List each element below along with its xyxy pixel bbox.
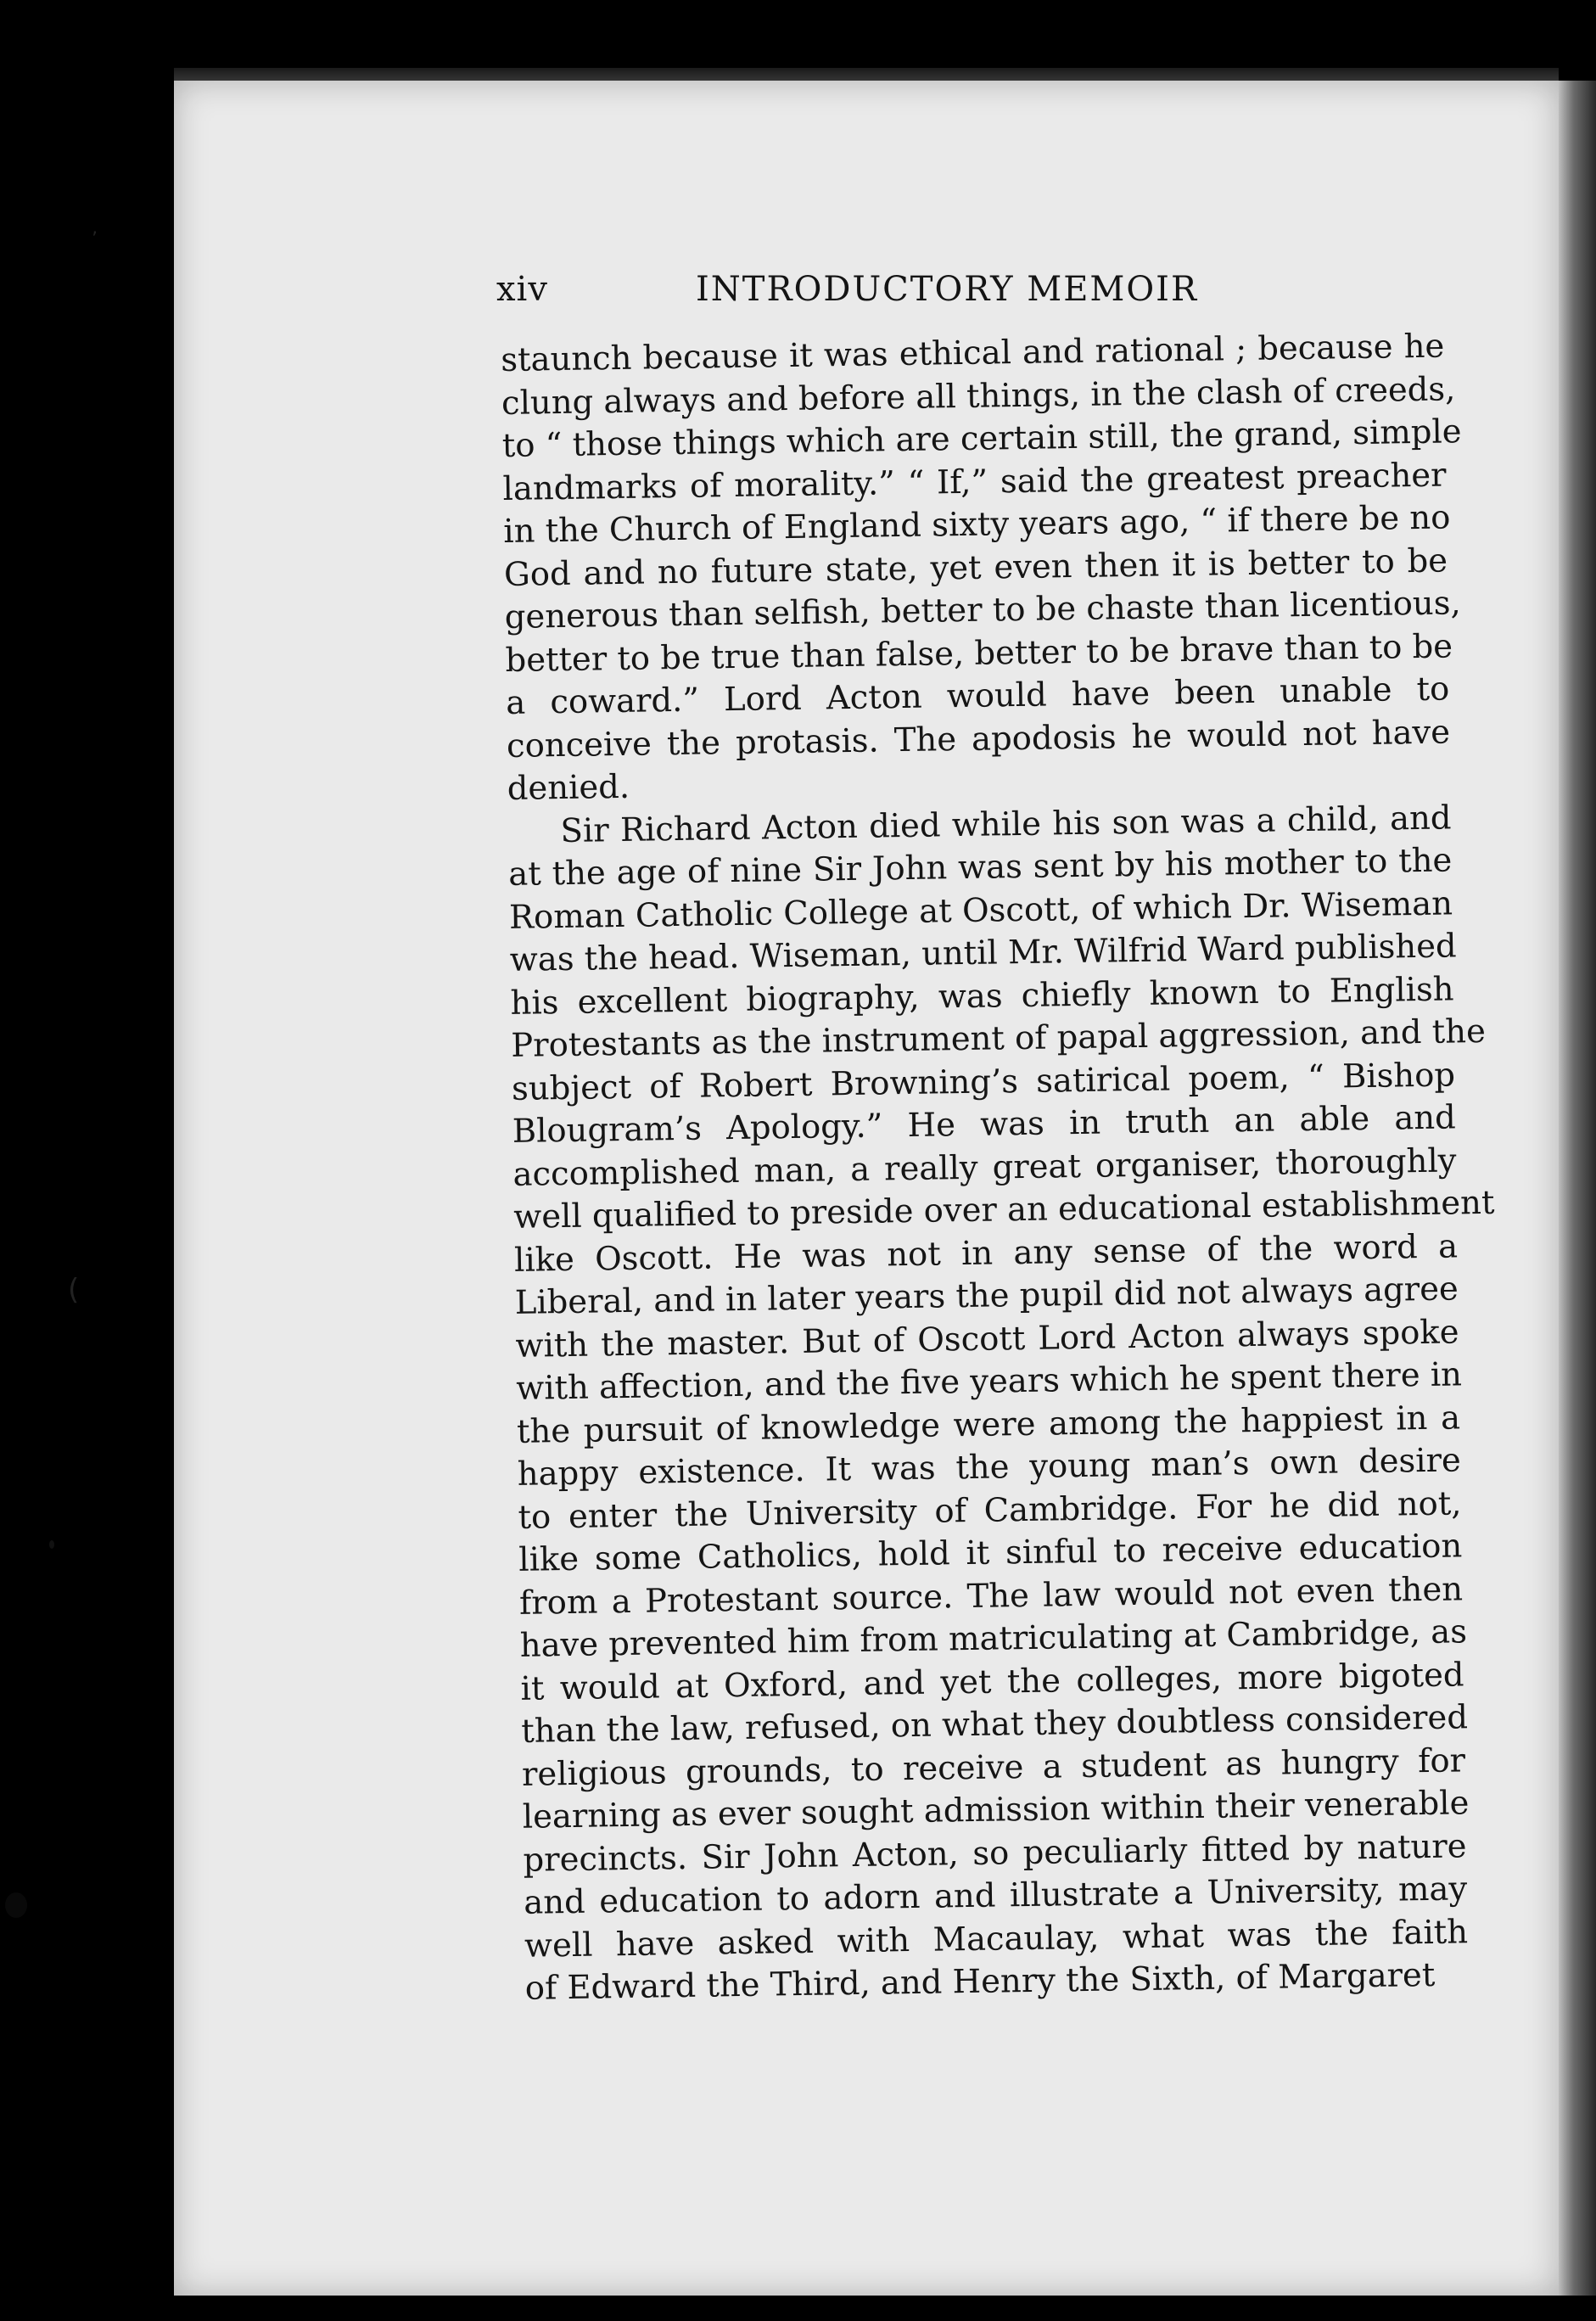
running-title: INTRODUCTORY MEMOIR	[696, 270, 1199, 309]
text-line: than the law, refused, on what they doubtless considered	[521, 1698, 1469, 1751]
text-line: better to be true than false, better to be brave than to be	[505, 626, 1453, 680]
text-line: clung always and before all things, in the clash of creeds,	[501, 369, 1456, 423]
text-line: with affection, and the five years which he spent there in	[516, 1355, 1463, 1408]
text-line: was the head. Wiseman, until Mr. Wilfrid Ward published	[509, 927, 1457, 979]
text-line: have prevented him from matriculating at Cambridge, as	[519, 1612, 1468, 1665]
text-line: Liberal, and in later years the pupil did not always agree	[514, 1270, 1459, 1322]
text-line: God and no future state, yet even then it is better to be	[503, 541, 1448, 594]
scan-speck: ’	[92, 229, 98, 250]
text-line: well qualified to preside over an educational establishment	[513, 1183, 1495, 1236]
text-line: to enter the University of Cambridge. For he did not,	[518, 1483, 1462, 1537]
text-line: happy existence. It was the young man’s own desire	[517, 1441, 1462, 1494]
text-line: his excellent biography, was chiefly known to English	[510, 969, 1454, 1023]
text-line: well have asked with Macaulay, what was the faith	[524, 1912, 1469, 1965]
running-head	[496, 270, 1268, 321]
text-line: with the master. But of Oscott Lord Acton always spoke	[515, 1312, 1459, 1365]
text-line: Blougram’s Apology.” He was in truth an able and	[512, 1098, 1457, 1151]
text-line: of Edward the Third, and Henry the Sixth, of Margaret	[524, 1955, 1436, 2008]
scan-speck	[49, 1540, 54, 1549]
text-line: it would at Oxford, and yet the colleges, more bigoted	[520, 1655, 1464, 1708]
text-line: a coward.” Lord Acton would have been unable to	[506, 670, 1450, 722]
text-line: staunch because it was ethical and rational ; because he	[501, 327, 1445, 379]
text-line: at the age of nine Sir John was sent by his mother to the	[508, 841, 1453, 894]
text-line: generous than selfish, better to be chaste than licentious,	[504, 584, 1461, 636]
text-line: in the Church of England sixty years ago, “ if there be no	[503, 498, 1451, 551]
page-number: xiv	[496, 270, 548, 309]
text-line: conceive the protasis. The apodosis he would not have	[506, 712, 1451, 765]
text-line: denied.	[507, 767, 630, 808]
text-line: to “ those things which are certain still, the grand, simple	[501, 412, 1462, 465]
text-line: from a Protestant source. The law would not even then	[518, 1569, 1464, 1623]
text-line: landmarks of morality.” “ If,” said the greatest preacher	[502, 455, 1447, 508]
text-line: precincts. Sir John Acton, so peculiarly fitted by nature	[523, 1826, 1467, 1880]
text-line: accomplished man, a really great organiser, thoroughly	[512, 1141, 1457, 1194]
text-line: Roman Catholic College at Oscott, of which Dr. Wiseman	[508, 883, 1453, 937]
text-line: religious grounds, to receive a student as hungry for	[521, 1741, 1466, 1794]
body-text	[501, 326, 1495, 2011]
text-line: Protestants as the instrument of papal aggression, and the	[511, 1012, 1487, 1065]
scan-speck: (	[68, 1273, 80, 1307]
text-line: Sir Richard Acton died while his son was a child, and	[560, 798, 1452, 850]
scan-speck	[5, 1892, 27, 1918]
text-line: learning as ever sought admission within their venerable	[522, 1784, 1470, 1836]
book-binding-edge	[1559, 81, 1596, 2296]
text-line: the pursuit of knowledge were among the happiest in a	[516, 1398, 1461, 1451]
text-line: like Oscott. He was not in any sense of the word a	[513, 1226, 1459, 1280]
text-line: subject of Robert Browning’s satirical poem, “ Bishop	[511, 1055, 1456, 1108]
text-line: like some Catholics, hold it sinful to receive education	[518, 1527, 1463, 1579]
text-line: and education to adorn and illustrate a University, may	[523, 1870, 1468, 1922]
